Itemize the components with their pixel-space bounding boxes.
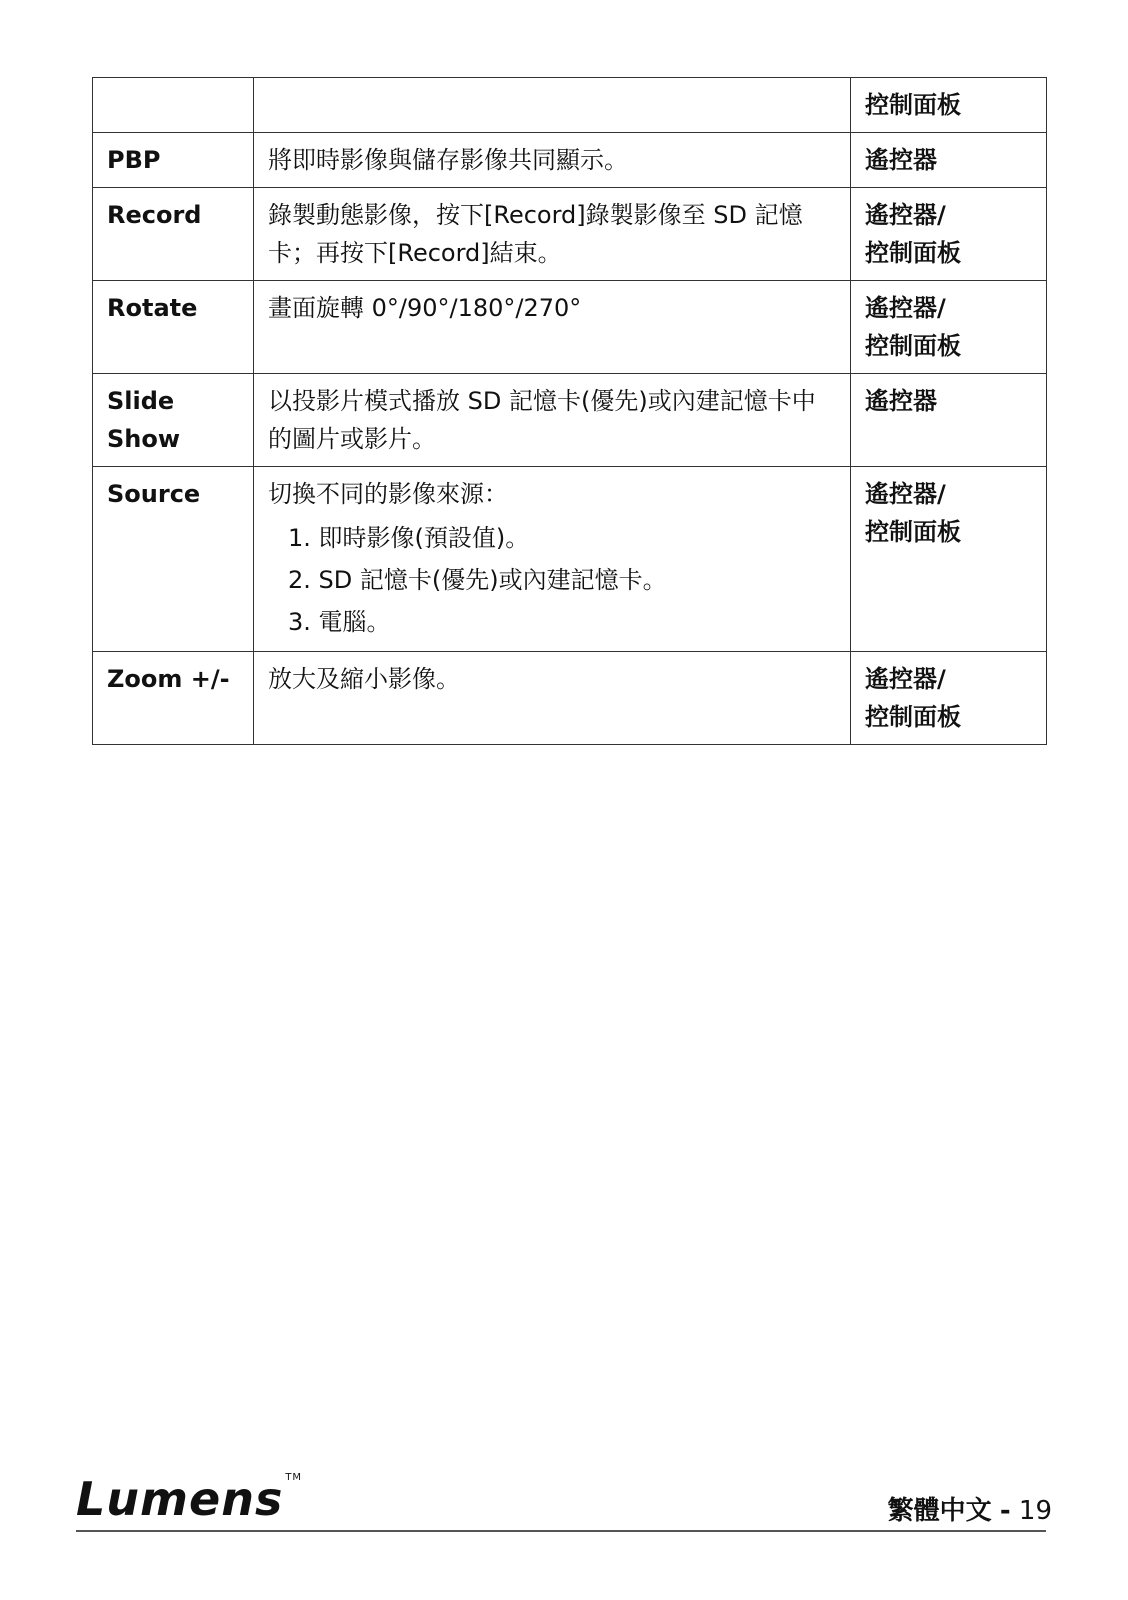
- logo-text: Lumens: [76, 1472, 284, 1526]
- list-item: 1. 即時影像(預設值)。: [288, 524, 530, 552]
- function-source: [851, 652, 1047, 745]
- source-line: 控制面板: [865, 518, 961, 546]
- function-name: Slide Show: [93, 374, 254, 467]
- source-line: 遙控器/: [865, 294, 946, 322]
- function-description: 錄製動態影像，按下[Record]錄製影像至 SD 記憶卡；再按下[Record]結束。: [254, 188, 851, 281]
- function-description: 放大及縮小影像。: [254, 652, 851, 745]
- source-line: 遙控器/: [865, 480, 946, 508]
- source-list: [268, 517, 836, 643]
- function-source: [851, 281, 1047, 374]
- lumens-logo: [76, 1472, 302, 1526]
- table-row: [93, 374, 1047, 467]
- function-source: [851, 467, 1047, 652]
- function-source: [851, 188, 1047, 281]
- function-description: [254, 467, 851, 652]
- table-row: [93, 133, 1047, 188]
- page-indicator: [888, 1490, 1052, 1527]
- function-source: [851, 133, 1047, 188]
- source-line: 遙控器/: [865, 201, 946, 229]
- list-item: 3. 電腦。: [288, 608, 391, 636]
- function-description: 畫面旋轉 0°/90°/180°/270°: [254, 281, 851, 374]
- page-separator: -: [999, 1496, 1011, 1526]
- footer-divider: [76, 1530, 1046, 1532]
- source-line: 控制面板: [865, 703, 961, 731]
- source-line: 遙控器/: [865, 665, 946, 693]
- function-description: [254, 78, 851, 133]
- source-line: 遙控器: [865, 387, 937, 415]
- description-intro: 切換不同的影像來源：: [268, 480, 508, 508]
- language-label: 繁體中文: [887, 1496, 992, 1526]
- function-table: [92, 77, 1047, 745]
- table-row: [93, 467, 1047, 652]
- function-description: 以投影片模式播放 SD 記憶卡(優先)或內建記憶卡中的圖片或影片。: [254, 374, 851, 467]
- source-line: 控制面板: [865, 332, 961, 360]
- function-source: [851, 78, 1047, 133]
- function-name: Record: [93, 188, 254, 281]
- function-name: Source: [93, 467, 254, 652]
- source-line: 遙控器: [865, 146, 937, 174]
- table-row: [93, 78, 1047, 133]
- table-row: [93, 188, 1047, 281]
- trademark-mark: TM: [285, 1472, 303, 1483]
- table-row: [93, 652, 1047, 745]
- function-name: PBP: [93, 133, 254, 188]
- source-line: 控制面板: [865, 239, 961, 267]
- function-name: Zoom +/-: [93, 652, 254, 745]
- list-item: 2. SD 記憶卡(優先)或內建記憶卡。: [288, 566, 667, 594]
- function-name: Rotate: [93, 281, 254, 374]
- source-line: 控制面板: [865, 91, 961, 119]
- function-description: 將即時影像與儲存影像共同顯示。: [254, 133, 851, 188]
- function-name: [93, 78, 254, 133]
- table-row: [93, 281, 1047, 374]
- function-source: [851, 374, 1047, 467]
- page-number: 19: [1018, 1496, 1052, 1526]
